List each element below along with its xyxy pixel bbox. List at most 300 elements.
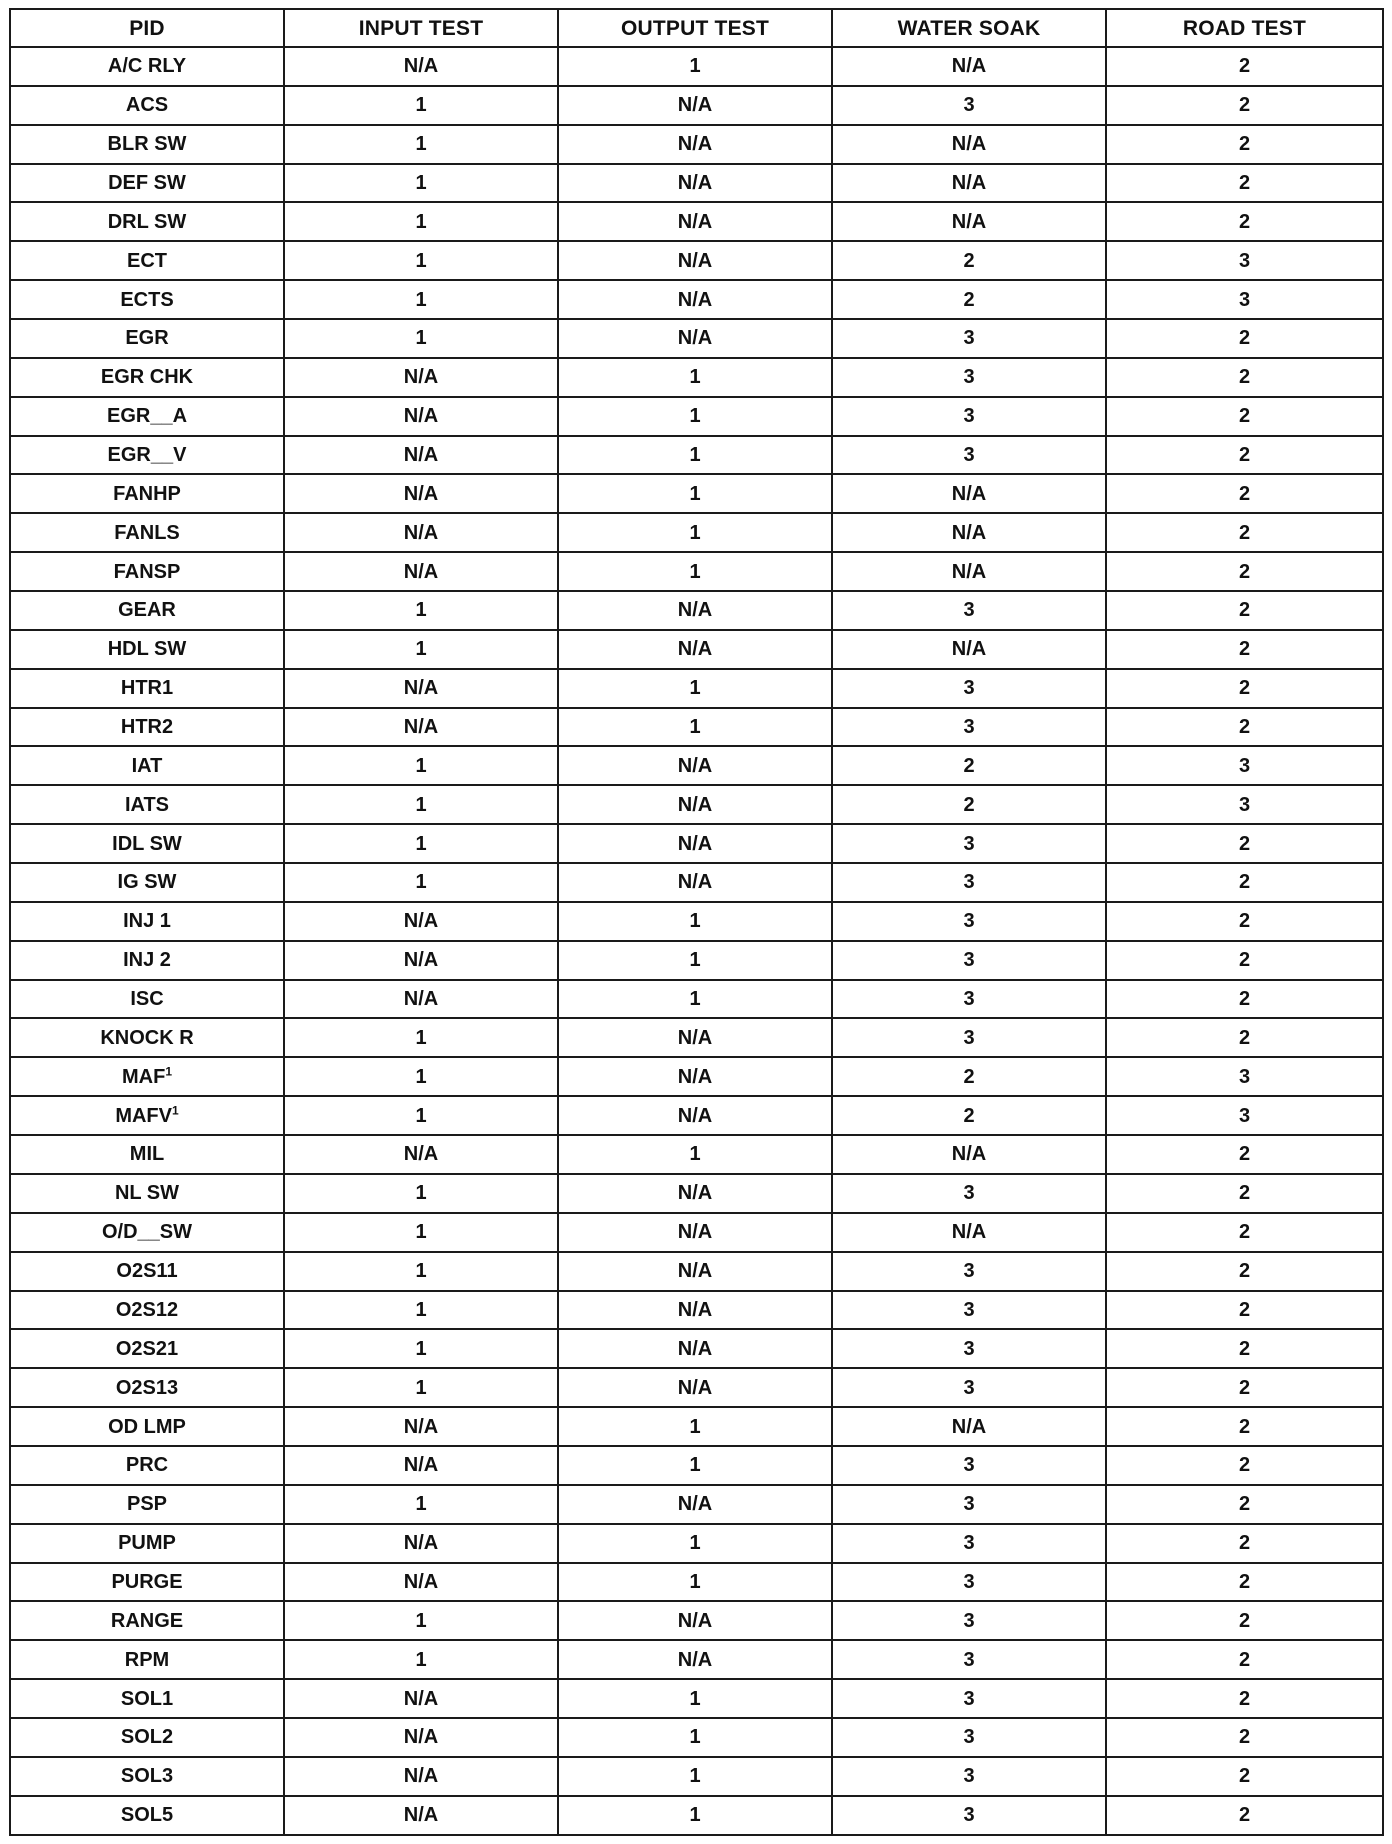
input-test-cell: 1 bbox=[284, 785, 558, 824]
input-test-cell: N/A bbox=[284, 358, 558, 397]
pid-label: SOL1 bbox=[120, 1687, 174, 1710]
pid-cell bbox=[10, 1291, 284, 1330]
pid-cell bbox=[10, 241, 284, 280]
input-test-cell: 1 bbox=[284, 746, 558, 785]
output-test-cell: N/A bbox=[558, 1252, 832, 1291]
pid-cell bbox=[10, 1174, 284, 1213]
input-test-cell: 1 bbox=[284, 1329, 558, 1368]
output-test-cell: N/A bbox=[558, 591, 832, 630]
input-test-cell: 1 bbox=[284, 125, 558, 164]
pid-label: HDL SW bbox=[107, 638, 187, 661]
footnote-marker: 1 bbox=[165, 1064, 172, 1079]
road-test-cell: 2 bbox=[1106, 513, 1383, 552]
road-test-cell: 2 bbox=[1106, 436, 1383, 475]
water-soak-cell: 3 bbox=[832, 1291, 1106, 1330]
pid-cell bbox=[10, 397, 284, 436]
input-test-cell: N/A bbox=[284, 397, 558, 436]
pid-cell bbox=[10, 863, 284, 902]
road-test-cell: 2 bbox=[1106, 1174, 1383, 1213]
pid-cell bbox=[10, 785, 284, 824]
water-soak-cell: 3 bbox=[832, 1368, 1106, 1407]
pid-label: BLR SW bbox=[107, 133, 187, 156]
table-body bbox=[10, 47, 1383, 1835]
pid-cell bbox=[10, 1718, 284, 1757]
input-test-cell: 1 bbox=[284, 824, 558, 863]
table-row bbox=[10, 708, 1383, 747]
header-pid: PID bbox=[10, 9, 284, 47]
input-test-cell: 1 bbox=[284, 1096, 558, 1135]
road-test-cell: 2 bbox=[1106, 319, 1383, 358]
input-test-cell: 1 bbox=[284, 1252, 558, 1291]
pid-label: PURGE bbox=[111, 1570, 183, 1593]
header-input-test: INPUT TEST bbox=[284, 9, 558, 47]
road-test-cell: 3 bbox=[1106, 280, 1383, 319]
pid-cell bbox=[10, 1601, 284, 1640]
pid-cell bbox=[10, 125, 284, 164]
table-row bbox=[10, 1524, 1383, 1563]
road-test-cell: 2 bbox=[1106, 1018, 1383, 1057]
input-test-cell: 1 bbox=[284, 86, 558, 125]
water-soak-cell: N/A bbox=[832, 164, 1106, 203]
water-soak-cell: 3 bbox=[832, 1601, 1106, 1640]
output-test-cell: N/A bbox=[558, 1057, 832, 1096]
pid-cell bbox=[10, 1057, 284, 1096]
input-test-cell: N/A bbox=[284, 941, 558, 980]
pid-label: O2S21 bbox=[115, 1337, 179, 1360]
input-test-cell: 1 bbox=[284, 591, 558, 630]
output-test-cell: N/A bbox=[558, 785, 832, 824]
road-test-cell: 2 bbox=[1106, 358, 1383, 397]
pid-label: IDL SW bbox=[112, 832, 182, 855]
pid-cell bbox=[10, 552, 284, 591]
water-soak-cell: 3 bbox=[832, 669, 1106, 708]
table-row bbox=[10, 397, 1383, 436]
water-soak-cell: 2 bbox=[832, 241, 1106, 280]
pid-cell bbox=[10, 1096, 284, 1135]
output-test-cell: 1 bbox=[558, 1563, 832, 1602]
table-row bbox=[10, 1329, 1383, 1368]
pid-label: EGR__A bbox=[106, 405, 188, 428]
road-test-cell: 2 bbox=[1106, 86, 1383, 125]
input-test-cell: 1 bbox=[284, 1640, 558, 1679]
road-test-cell: 2 bbox=[1106, 1757, 1383, 1796]
pid-label: MIL bbox=[129, 1143, 165, 1166]
pid-cell bbox=[10, 319, 284, 358]
table-row bbox=[10, 1485, 1383, 1524]
pid-label: ECTS bbox=[120, 288, 174, 311]
table-row bbox=[10, 1252, 1383, 1291]
table-row bbox=[10, 1563, 1383, 1602]
pid-cell bbox=[10, 1757, 284, 1796]
table-row bbox=[10, 902, 1383, 941]
input-test-cell: N/A bbox=[284, 1718, 558, 1757]
table-row bbox=[10, 1446, 1383, 1485]
pid-label: O/D__SW bbox=[101, 1221, 193, 1244]
table-row bbox=[10, 1096, 1383, 1135]
road-test-cell: 2 bbox=[1106, 1407, 1383, 1446]
table-row bbox=[10, 1601, 1383, 1640]
water-soak-cell: 3 bbox=[832, 902, 1106, 941]
output-test-cell: N/A bbox=[558, 86, 832, 125]
pid-cell bbox=[10, 941, 284, 980]
road-test-cell: 2 bbox=[1106, 941, 1383, 980]
pid-label: RANGE bbox=[110, 1609, 184, 1632]
table-row bbox=[10, 1757, 1383, 1796]
input-test-cell: N/A bbox=[284, 1135, 558, 1174]
road-test-cell: 2 bbox=[1106, 980, 1383, 1019]
pid-label: INJ 2 bbox=[123, 949, 171, 972]
pid-label: O2S12 bbox=[115, 1298, 179, 1321]
road-test-cell: 2 bbox=[1106, 1329, 1383, 1368]
input-test-cell: N/A bbox=[284, 902, 558, 941]
water-soak-cell: N/A bbox=[832, 125, 1106, 164]
table-row bbox=[10, 591, 1383, 630]
output-test-cell: N/A bbox=[558, 241, 832, 280]
table-row bbox=[10, 941, 1383, 980]
table-row bbox=[10, 513, 1383, 552]
road-test-cell: 3 bbox=[1106, 1096, 1383, 1135]
pid-cell bbox=[10, 630, 284, 669]
road-test-cell: 2 bbox=[1106, 669, 1383, 708]
pid-cell bbox=[10, 1796, 284, 1835]
table-row bbox=[10, 824, 1383, 863]
table-row bbox=[10, 1057, 1383, 1096]
input-test-cell: N/A bbox=[284, 980, 558, 1019]
input-test-cell: N/A bbox=[284, 1524, 558, 1563]
road-test-cell: 2 bbox=[1106, 47, 1383, 86]
output-test-cell: 1 bbox=[558, 436, 832, 475]
output-test-cell: 1 bbox=[558, 1796, 832, 1835]
pid-label: DRL SW bbox=[107, 210, 187, 233]
output-test-cell: N/A bbox=[558, 824, 832, 863]
water-soak-cell: N/A bbox=[832, 1135, 1106, 1174]
table-row bbox=[10, 1718, 1383, 1757]
road-test-cell: 2 bbox=[1106, 1563, 1383, 1602]
output-test-cell: N/A bbox=[558, 746, 832, 785]
water-soak-cell: 2 bbox=[832, 746, 1106, 785]
pid-cell bbox=[10, 86, 284, 125]
water-soak-cell: 3 bbox=[832, 863, 1106, 902]
pid-label: O2S11 bbox=[116, 1260, 178, 1283]
table-row bbox=[10, 630, 1383, 669]
road-test-cell: 2 bbox=[1106, 1601, 1383, 1640]
water-soak-cell: 3 bbox=[832, 824, 1106, 863]
output-test-cell: N/A bbox=[558, 202, 832, 241]
water-soak-cell: 3 bbox=[832, 1563, 1106, 1602]
water-soak-cell: 2 bbox=[832, 280, 1106, 319]
pid-label: EGR CHK bbox=[100, 366, 194, 389]
road-test-cell: 2 bbox=[1106, 202, 1383, 241]
pid-cell bbox=[10, 1485, 284, 1524]
water-soak-cell: N/A bbox=[832, 474, 1106, 513]
input-test-cell: N/A bbox=[284, 1796, 558, 1835]
pid-label: ECT bbox=[127, 249, 167, 272]
input-test-cell: N/A bbox=[284, 513, 558, 552]
pid-label: MAF bbox=[121, 1065, 166, 1088]
water-soak-cell: N/A bbox=[832, 552, 1106, 591]
pid-label: KNOCK R bbox=[100, 1026, 194, 1049]
water-soak-cell: 3 bbox=[832, 319, 1106, 358]
pid-label: MAFV bbox=[115, 1104, 172, 1127]
pid-cell bbox=[10, 1018, 284, 1057]
water-soak-cell: N/A bbox=[832, 513, 1106, 552]
header-water-soak: WATER SOAK bbox=[832, 9, 1106, 47]
road-test-cell: 2 bbox=[1106, 1213, 1383, 1252]
output-test-cell: N/A bbox=[558, 1368, 832, 1407]
pid-label: IAT bbox=[131, 754, 163, 777]
pid-label: OD LMP bbox=[108, 1415, 186, 1438]
input-test-cell: 1 bbox=[284, 202, 558, 241]
table-row bbox=[10, 980, 1383, 1019]
table-row bbox=[10, 1213, 1383, 1252]
input-test-cell: N/A bbox=[284, 669, 558, 708]
table-row bbox=[10, 1368, 1383, 1407]
pid-label: SOL5 bbox=[120, 1804, 174, 1827]
output-test-cell: N/A bbox=[558, 125, 832, 164]
output-test-cell: 1 bbox=[558, 1524, 832, 1563]
pid-label: NL SW bbox=[114, 1182, 180, 1205]
road-test-cell: 2 bbox=[1106, 1368, 1383, 1407]
pid-label: A/C RLY bbox=[107, 55, 187, 78]
pid-cell bbox=[10, 164, 284, 203]
water-soak-cell: 3 bbox=[832, 1796, 1106, 1835]
pid-label: EGR__V bbox=[107, 444, 187, 467]
water-soak-cell: 2 bbox=[832, 785, 1106, 824]
output-test-cell: N/A bbox=[558, 1485, 832, 1524]
input-test-cell: N/A bbox=[284, 552, 558, 591]
input-test-cell: 1 bbox=[284, 1018, 558, 1057]
pid-cell bbox=[10, 1446, 284, 1485]
output-test-cell: 1 bbox=[558, 980, 832, 1019]
road-test-cell: 2 bbox=[1106, 1291, 1383, 1330]
table-row bbox=[10, 125, 1383, 164]
table-row bbox=[10, 319, 1383, 358]
input-test-cell: N/A bbox=[284, 1407, 558, 1446]
input-test-cell: 1 bbox=[284, 164, 558, 203]
output-test-cell: N/A bbox=[558, 1174, 832, 1213]
header-road-test: ROAD TEST bbox=[1106, 9, 1383, 47]
table-row bbox=[10, 785, 1383, 824]
road-test-cell: 2 bbox=[1106, 1524, 1383, 1563]
pid-cell bbox=[10, 980, 284, 1019]
input-test-cell: 1 bbox=[284, 1291, 558, 1330]
water-soak-cell: 3 bbox=[832, 1718, 1106, 1757]
output-test-cell: N/A bbox=[558, 1018, 832, 1057]
output-test-cell: N/A bbox=[558, 164, 832, 203]
input-test-cell: N/A bbox=[284, 1563, 558, 1602]
table-row bbox=[10, 280, 1383, 319]
output-test-cell: 1 bbox=[558, 708, 832, 747]
input-test-cell: N/A bbox=[284, 1679, 558, 1718]
table-row bbox=[10, 1407, 1383, 1446]
output-test-cell: 1 bbox=[558, 47, 832, 86]
road-test-cell: 2 bbox=[1106, 863, 1383, 902]
pid-label: SOL2 bbox=[120, 1726, 174, 1749]
road-test-cell: 2 bbox=[1106, 630, 1383, 669]
header-row bbox=[10, 9, 1383, 47]
pid-cell bbox=[10, 746, 284, 785]
pid-label: PSP bbox=[126, 1493, 168, 1516]
output-test-cell: 1 bbox=[558, 902, 832, 941]
road-test-cell: 2 bbox=[1106, 474, 1383, 513]
output-test-cell: N/A bbox=[558, 1096, 832, 1135]
road-test-cell: 2 bbox=[1106, 397, 1383, 436]
road-test-cell: 2 bbox=[1106, 1796, 1383, 1835]
input-test-cell: 1 bbox=[284, 1174, 558, 1213]
water-soak-cell: N/A bbox=[832, 630, 1106, 669]
pid-cell bbox=[10, 708, 284, 747]
input-test-cell: 1 bbox=[284, 1368, 558, 1407]
header-output-test: OUTPUT TEST bbox=[558, 9, 832, 47]
pid-label: ACS bbox=[125, 94, 169, 117]
input-test-cell: N/A bbox=[284, 1757, 558, 1796]
table-row bbox=[10, 552, 1383, 591]
road-test-cell: 2 bbox=[1106, 1135, 1383, 1174]
output-test-cell: N/A bbox=[558, 863, 832, 902]
pid-label: DEF SW bbox=[108, 172, 186, 194]
input-test-cell: 1 bbox=[284, 319, 558, 358]
output-test-cell: N/A bbox=[558, 1213, 832, 1252]
water-soak-cell: 3 bbox=[832, 591, 1106, 630]
input-test-cell: N/A bbox=[284, 708, 558, 747]
input-test-cell: 1 bbox=[284, 280, 558, 319]
pid-cell bbox=[10, 1213, 284, 1252]
table-row bbox=[10, 1640, 1383, 1679]
water-soak-cell: 3 bbox=[832, 1640, 1106, 1679]
water-soak-cell: 2 bbox=[832, 1057, 1106, 1096]
pid-label: RPM bbox=[124, 1648, 170, 1671]
output-test-cell: N/A bbox=[558, 630, 832, 669]
pid-cell bbox=[10, 1329, 284, 1368]
table-row bbox=[10, 1679, 1383, 1718]
output-test-cell: 1 bbox=[558, 1135, 832, 1174]
pid-cell bbox=[10, 1407, 284, 1446]
table-row bbox=[10, 47, 1383, 86]
input-test-cell: 1 bbox=[284, 1601, 558, 1640]
road-test-cell: 2 bbox=[1106, 1679, 1383, 1718]
water-soak-cell: 3 bbox=[832, 708, 1106, 747]
pid-cell bbox=[10, 1252, 284, 1291]
table-row bbox=[10, 863, 1383, 902]
output-test-cell: 1 bbox=[558, 397, 832, 436]
output-test-cell: 1 bbox=[558, 941, 832, 980]
road-test-cell: 2 bbox=[1106, 164, 1383, 203]
pid-cell bbox=[10, 824, 284, 863]
road-test-cell: 2 bbox=[1106, 1640, 1383, 1679]
road-test-cell: 2 bbox=[1106, 591, 1383, 630]
pid-label: SOL3 bbox=[120, 1765, 174, 1788]
pid-cell bbox=[10, 1679, 284, 1718]
pid-cell bbox=[10, 669, 284, 708]
table-row bbox=[10, 241, 1383, 280]
pid-label: FANHP bbox=[113, 482, 181, 505]
water-soak-cell: 3 bbox=[832, 1018, 1106, 1057]
pid-cell bbox=[10, 1640, 284, 1679]
water-soak-cell: 3 bbox=[832, 1174, 1106, 1213]
pid-label: PRC bbox=[125, 1454, 169, 1477]
pid-cell bbox=[10, 1524, 284, 1563]
table-row bbox=[10, 474, 1383, 513]
output-test-cell: 1 bbox=[558, 669, 832, 708]
output-test-cell: 1 bbox=[558, 474, 832, 513]
water-soak-cell: 3 bbox=[832, 980, 1106, 1019]
table-row bbox=[10, 202, 1383, 241]
road-test-cell: 3 bbox=[1106, 1057, 1383, 1096]
output-test-cell: 1 bbox=[558, 1446, 832, 1485]
pid-cell bbox=[10, 1368, 284, 1407]
water-soak-cell: N/A bbox=[832, 1213, 1106, 1252]
table-row bbox=[10, 1291, 1383, 1330]
pid-label: ISC bbox=[130, 988, 164, 1011]
table-row bbox=[10, 1018, 1383, 1057]
road-test-cell: 2 bbox=[1106, 552, 1383, 591]
pid-cell bbox=[10, 280, 284, 319]
water-soak-cell: 3 bbox=[832, 1524, 1106, 1563]
pid-test-sheet bbox=[9, 8, 1382, 1836]
road-test-cell: 2 bbox=[1106, 1446, 1383, 1485]
output-test-cell: 1 bbox=[558, 1679, 832, 1718]
road-test-cell: 3 bbox=[1106, 785, 1383, 824]
input-test-cell: N/A bbox=[284, 1446, 558, 1485]
table-row bbox=[10, 1796, 1383, 1835]
input-test-cell: N/A bbox=[284, 474, 558, 513]
input-test-cell: N/A bbox=[284, 436, 558, 475]
pid-cell bbox=[10, 47, 284, 86]
pid-label: FANLS bbox=[114, 521, 180, 544]
output-test-cell: N/A bbox=[558, 280, 832, 319]
pid-label: O2S13 bbox=[115, 1376, 179, 1399]
pid-label: INJ 1 bbox=[123, 910, 171, 933]
input-test-cell: 1 bbox=[284, 630, 558, 669]
road-test-cell: 2 bbox=[1106, 824, 1383, 863]
road-test-cell: 2 bbox=[1106, 125, 1383, 164]
pid-cell bbox=[10, 474, 284, 513]
water-soak-cell: 3 bbox=[832, 436, 1106, 475]
road-test-cell: 2 bbox=[1106, 1252, 1383, 1291]
output-test-cell: 1 bbox=[558, 1757, 832, 1796]
output-test-cell: N/A bbox=[558, 1329, 832, 1368]
road-test-cell: 3 bbox=[1106, 746, 1383, 785]
input-test-cell: 1 bbox=[284, 1057, 558, 1096]
table-row bbox=[10, 86, 1383, 125]
table-row bbox=[10, 436, 1383, 475]
pid-label: FANSP bbox=[113, 560, 181, 583]
table-row bbox=[10, 1174, 1383, 1213]
pid-test-table bbox=[9, 8, 1384, 1836]
pid-label: HTR1 bbox=[120, 677, 174, 700]
pid-label: PUMP bbox=[118, 1532, 176, 1555]
output-test-cell: N/A bbox=[558, 1640, 832, 1679]
pid-label: EGR bbox=[125, 327, 169, 350]
water-soak-cell: N/A bbox=[832, 1407, 1106, 1446]
table-row bbox=[10, 669, 1383, 708]
output-test-cell: N/A bbox=[558, 319, 832, 358]
water-soak-cell: 2 bbox=[832, 1096, 1106, 1135]
pid-cell bbox=[10, 1563, 284, 1602]
input-test-cell: 1 bbox=[284, 863, 558, 902]
water-soak-cell: 3 bbox=[832, 397, 1106, 436]
output-test-cell: 1 bbox=[558, 552, 832, 591]
input-test-cell: 1 bbox=[284, 241, 558, 280]
output-test-cell: 1 bbox=[558, 1718, 832, 1757]
pid-label: IATS bbox=[124, 793, 170, 816]
table-row bbox=[10, 164, 1383, 203]
water-soak-cell: 3 bbox=[832, 358, 1106, 397]
road-test-cell: 3 bbox=[1106, 241, 1383, 280]
pid-label: HTR2 bbox=[120, 716, 174, 739]
water-soak-cell: 3 bbox=[832, 1329, 1106, 1368]
pid-cell bbox=[10, 591, 284, 630]
